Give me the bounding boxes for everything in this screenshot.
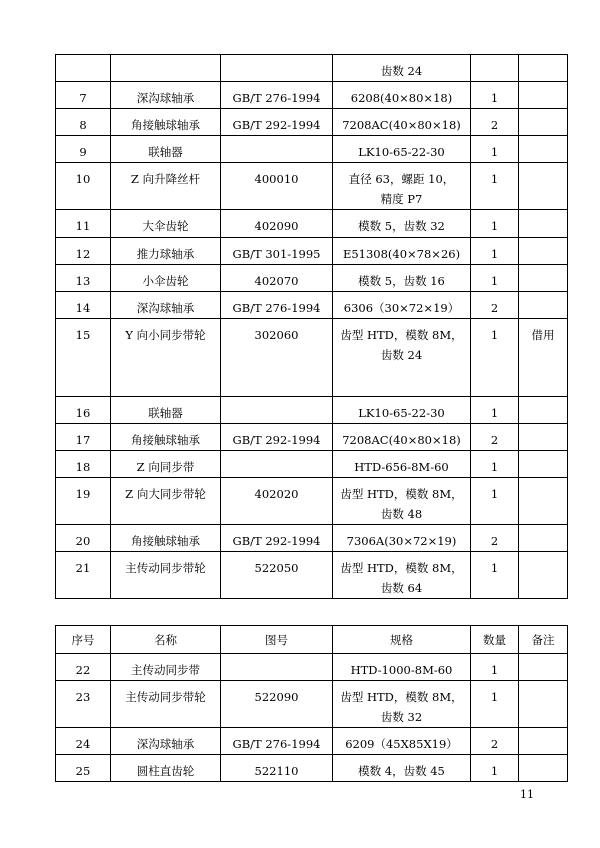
spec-line: 模数 4，齿数 45 <box>358 764 445 778</box>
cell-code <box>221 681 333 728</box>
no-text: 23 <box>75 690 91 704</box>
cell-qty <box>471 319 519 397</box>
spec-line: LK10-65-22-30 <box>358 145 445 159</box>
table-row <box>56 654 568 681</box>
note-text <box>519 210 567 216</box>
table-row <box>56 210 568 238</box>
cell-code <box>221 397 333 424</box>
name-text: Z 向大同步带轮 <box>125 487 206 501</box>
cell-code <box>221 292 333 319</box>
cell-spec <box>333 319 471 397</box>
header-note: 备注 <box>519 626 568 654</box>
table-row <box>56 478 568 525</box>
cell-code <box>221 136 333 163</box>
code-text <box>221 397 332 403</box>
spec-line: 7208AC(40×80×18) <box>342 433 461 447</box>
cell-no <box>56 319 111 397</box>
spec-line: 齿数 24 <box>380 348 423 362</box>
cell-spec <box>333 109 471 136</box>
cell-code <box>221 109 333 136</box>
cell-no <box>56 163 111 210</box>
qty-text: 1 <box>490 690 499 704</box>
cell-name <box>111 654 221 681</box>
no-text: 15 <box>75 328 91 342</box>
cell-name <box>111 319 221 397</box>
parts-table <box>55 625 568 782</box>
cell-name <box>111 681 221 728</box>
code-text <box>221 451 332 457</box>
no-text: 12 <box>75 247 91 261</box>
spec-line: HTD-656-8M-60 <box>354 460 449 474</box>
cell-name <box>111 451 221 478</box>
table-row <box>56 319 568 397</box>
table-row <box>56 755 568 782</box>
cell-note <box>519 397 568 424</box>
cell-code <box>221 654 333 681</box>
spec-line: 6208(40×80×18) <box>350 91 453 105</box>
name-text: 角接触球轴承 <box>131 534 200 548</box>
qty-text: 1 <box>490 406 499 420</box>
cell-qty <box>471 681 519 728</box>
table-row <box>56 681 568 728</box>
cell-name <box>111 755 221 782</box>
cell-no <box>56 424 111 451</box>
code-text: 522090 <box>254 690 299 704</box>
no-text: 17 <box>75 433 91 447</box>
qty-text: 1 <box>490 328 499 342</box>
code-text: 302060 <box>254 328 299 342</box>
cell-note <box>519 478 568 525</box>
cell-name <box>111 210 221 238</box>
note-text <box>519 238 567 244</box>
spec-line: 7208AC(40×80×18) <box>342 118 461 132</box>
code-text <box>221 55 332 61</box>
name-text: 深沟球轴承 <box>136 91 195 105</box>
no-text: 13 <box>75 274 91 288</box>
name-text: Y 向小同步带轮 <box>125 328 206 342</box>
qty-text: 1 <box>490 487 499 501</box>
qty-text: 1 <box>490 663 499 677</box>
no-text: 8 <box>79 118 87 132</box>
name-text: 联轴器 <box>148 406 183 420</box>
cell-code <box>221 319 333 397</box>
qty-text: 2 <box>490 301 499 315</box>
code-text: GB/T 276-1994 <box>232 301 321 315</box>
cell-note <box>519 525 568 552</box>
table-row <box>56 265 568 292</box>
no-text: 10 <box>75 172 91 186</box>
cell-no <box>56 525 111 552</box>
cell-name <box>111 136 221 163</box>
cell-name <box>111 55 221 82</box>
cell-code <box>221 210 333 238</box>
note-text <box>519 728 567 734</box>
cell-no <box>56 238 111 265</box>
spec-line: 模数 5，齿数 16 <box>358 274 445 288</box>
cell-code <box>221 525 333 552</box>
spec-line: 模数 5，齿数 32 <box>358 219 445 233</box>
cell-spec <box>333 292 471 319</box>
cell-spec <box>333 265 471 292</box>
cell-code <box>221 755 333 782</box>
cell-qty <box>471 755 519 782</box>
cell-code <box>221 424 333 451</box>
code-text: GB/T 301-1995 <box>232 247 321 261</box>
spec-line: 齿数 32 <box>380 710 423 724</box>
cell-no <box>56 82 111 109</box>
name-text <box>111 55 220 61</box>
table-row <box>56 525 568 552</box>
cell-no <box>56 681 111 728</box>
qty-text: 1 <box>490 91 499 105</box>
cell-name <box>111 163 221 210</box>
cell-name <box>111 238 221 265</box>
cell-code <box>221 163 333 210</box>
code-text: 402020 <box>254 487 299 501</box>
cell-no <box>56 292 111 319</box>
cell-spec <box>333 654 471 681</box>
note-text <box>519 552 567 558</box>
no-text: 22 <box>75 663 91 677</box>
code-text: GB/T 292-1994 <box>232 534 321 548</box>
cell-code <box>221 728 333 755</box>
table-row <box>56 451 568 478</box>
code-text <box>221 654 332 660</box>
cell-qty <box>471 424 519 451</box>
cell-no <box>56 478 111 525</box>
note-text <box>519 755 567 761</box>
cell-no <box>56 55 111 82</box>
cell-name <box>111 397 221 424</box>
cell-note <box>519 681 568 728</box>
name-text: 主传动同步带 <box>131 663 200 677</box>
code-text: GB/T 276-1994 <box>232 91 321 105</box>
cell-qty <box>471 654 519 681</box>
no-text: 18 <box>75 460 91 474</box>
cell-code <box>221 55 333 82</box>
spec-line: HTD-1000-8M-60 <box>350 663 453 677</box>
name-text: 深沟球轴承 <box>136 301 195 315</box>
note-text <box>519 292 567 298</box>
qty-text: 2 <box>490 534 499 548</box>
name-text: 推力球轴承 <box>136 247 195 261</box>
cell-qty <box>471 552 519 599</box>
name-text: 主传动同步带轮 <box>125 561 206 575</box>
cell-spec <box>333 728 471 755</box>
code-text: 522110 <box>254 764 299 778</box>
cell-qty <box>471 478 519 525</box>
code-text <box>221 136 332 142</box>
cell-qty <box>471 265 519 292</box>
header-code: 图号 <box>221 626 333 654</box>
qty-text: 2 <box>490 737 499 751</box>
cell-code <box>221 451 333 478</box>
note-text <box>519 654 567 660</box>
table-row <box>56 424 568 451</box>
note-text <box>519 163 567 169</box>
cell-code <box>221 238 333 265</box>
cell-code <box>221 82 333 109</box>
cell-spec <box>333 163 471 210</box>
header-no: 序号 <box>56 626 111 654</box>
name-text: 角接触球轴承 <box>131 433 200 447</box>
cell-name <box>111 478 221 525</box>
spec-line: 精度 P7 <box>380 192 423 206</box>
note-text <box>519 424 567 430</box>
cell-name <box>111 424 221 451</box>
table-row <box>56 728 568 755</box>
note-text <box>519 55 567 61</box>
spec-line: 齿型 HTD，模数 8M， <box>340 690 463 704</box>
cell-qty <box>471 238 519 265</box>
spec-line: LK10-65-22-30 <box>358 406 445 420</box>
cell-note <box>519 55 568 82</box>
cell-spec <box>333 238 471 265</box>
cell-note <box>519 265 568 292</box>
table-row <box>56 397 568 424</box>
code-text: GB/T 292-1994 <box>232 118 321 132</box>
cell-spec <box>333 681 471 728</box>
cell-note <box>519 82 568 109</box>
cell-name <box>111 265 221 292</box>
note-text <box>519 82 567 88</box>
cell-no <box>56 109 111 136</box>
spec-line: 6209（45X85X19） <box>345 737 458 751</box>
cell-note <box>519 728 568 755</box>
cell-code <box>221 552 333 599</box>
cell-qty <box>471 136 519 163</box>
cell-note <box>519 238 568 265</box>
qty-text: 1 <box>490 274 499 288</box>
qty-text: 1 <box>490 460 499 474</box>
cell-qty <box>471 210 519 238</box>
no-text: 11 <box>75 219 91 233</box>
no-text <box>56 55 110 61</box>
cell-note <box>519 109 568 136</box>
note-text <box>519 397 567 403</box>
spec-line: 齿数 48 <box>380 507 423 521</box>
table-row <box>56 136 568 163</box>
parts-table-continued <box>55 54 568 599</box>
cell-no <box>56 210 111 238</box>
code-text: GB/T 292-1994 <box>232 433 321 447</box>
no-text: 24 <box>75 737 91 751</box>
table-row <box>56 163 568 210</box>
cell-no <box>56 451 111 478</box>
note-text <box>519 681 567 687</box>
cell-qty <box>471 292 519 319</box>
name-text: Z 向升降丝杆 <box>130 172 201 186</box>
cell-spec <box>333 210 471 238</box>
cell-no <box>56 397 111 424</box>
cell-note <box>519 755 568 782</box>
cell-qty <box>471 163 519 210</box>
cell-code <box>221 265 333 292</box>
spec-line: 齿型 HTD，模数 8M， <box>340 487 463 501</box>
qty-text: 1 <box>490 172 499 186</box>
cell-note <box>519 451 568 478</box>
page-number: 11 <box>520 788 534 801</box>
cell-name <box>111 728 221 755</box>
header-spec: 规格 <box>333 626 471 654</box>
cell-name <box>111 82 221 109</box>
note-text <box>519 478 567 484</box>
cell-spec <box>333 478 471 525</box>
cell-qty <box>471 525 519 552</box>
header-name: 名称 <box>111 626 221 654</box>
cell-spec <box>333 451 471 478</box>
cell-note <box>519 654 568 681</box>
code-text: GB/T 276-1994 <box>232 737 321 751</box>
cell-qty <box>471 82 519 109</box>
qty-text: 1 <box>490 764 499 778</box>
cell-spec <box>333 55 471 82</box>
cell-spec <box>333 397 471 424</box>
cell-code <box>221 478 333 525</box>
spec-line: 直径 63，螺距 10， <box>348 172 455 186</box>
no-text: 16 <box>75 406 91 420</box>
cell-spec <box>333 82 471 109</box>
name-text: 深沟球轴承 <box>136 737 195 751</box>
cell-qty <box>471 109 519 136</box>
no-text: 19 <box>75 487 91 501</box>
name-text: 主传动同步带轮 <box>125 690 206 704</box>
cell-no <box>56 136 111 163</box>
cell-note <box>519 136 568 163</box>
name-text: 圆柱直齿轮 <box>136 764 195 778</box>
cell-note <box>519 292 568 319</box>
table-row <box>56 82 568 109</box>
qty-text: 2 <box>490 118 499 132</box>
cell-note <box>519 552 568 599</box>
cell-qty <box>471 397 519 424</box>
qty-text: 1 <box>490 219 499 233</box>
code-text: 522050 <box>254 561 299 575</box>
name-text: 小伞齿轮 <box>142 274 189 288</box>
note-text <box>519 525 567 531</box>
note-text: 借用 <box>531 328 555 342</box>
cell-no <box>56 265 111 292</box>
qty-text: 1 <box>490 561 499 575</box>
note-text <box>519 136 567 142</box>
spec-line: 齿型 HTD，模数 8M， <box>340 561 463 575</box>
table-row <box>56 55 568 82</box>
code-text: 400010 <box>254 172 299 186</box>
spec-line: 6306（30×72×19） <box>343 301 460 315</box>
spec-line: E51308(40×78×26) <box>342 247 461 261</box>
name-text: Z 向同步带 <box>136 460 195 474</box>
no-text: 20 <box>75 534 91 548</box>
spec-line: 齿数 64 <box>380 581 423 595</box>
cell-name <box>111 552 221 599</box>
qty-text <box>471 55 518 61</box>
qty-text: 2 <box>490 433 499 447</box>
header-qty: 数量 <box>471 626 519 654</box>
cell-no <box>56 755 111 782</box>
no-text: 25 <box>75 764 91 778</box>
table-row <box>56 238 568 265</box>
cell-name <box>111 525 221 552</box>
cell-no <box>56 654 111 681</box>
note-text <box>519 451 567 457</box>
table-row <box>56 292 568 319</box>
table-row <box>56 552 568 599</box>
cell-note <box>519 163 568 210</box>
note-text <box>519 109 567 115</box>
no-text: 9 <box>79 145 87 159</box>
no-text: 14 <box>75 301 91 315</box>
spec-line: 齿型 HTD，模数 8M， <box>340 328 463 342</box>
cell-note <box>519 210 568 238</box>
cell-no <box>56 728 111 755</box>
cell-spec <box>333 552 471 599</box>
table-header-row <box>56 626 568 654</box>
cell-spec <box>333 136 471 163</box>
code-text: 402070 <box>254 274 299 288</box>
spec-line: 齿数 24 <box>380 64 423 78</box>
qty-text: 1 <box>490 247 499 261</box>
cell-qty <box>471 451 519 478</box>
cell-qty <box>471 55 519 82</box>
cell-no <box>56 552 111 599</box>
cell-name <box>111 292 221 319</box>
no-text: 7 <box>79 91 87 105</box>
cell-name <box>111 109 221 136</box>
cell-spec <box>333 755 471 782</box>
name-text: 大伞齿轮 <box>142 219 189 233</box>
name-text: 联轴器 <box>148 145 183 159</box>
qty-text: 1 <box>490 145 499 159</box>
name-text: 角接触球轴承 <box>131 118 200 132</box>
cell-qty <box>471 728 519 755</box>
cell-spec <box>333 424 471 451</box>
spec-line: 7306A(30×72×19) <box>346 534 457 548</box>
cell-note <box>519 424 568 451</box>
cell-spec <box>333 525 471 552</box>
code-text: 402090 <box>254 219 299 233</box>
cell-note <box>519 319 568 397</box>
table-row <box>56 109 568 136</box>
no-text: 21 <box>75 561 91 575</box>
note-text <box>519 265 567 271</box>
